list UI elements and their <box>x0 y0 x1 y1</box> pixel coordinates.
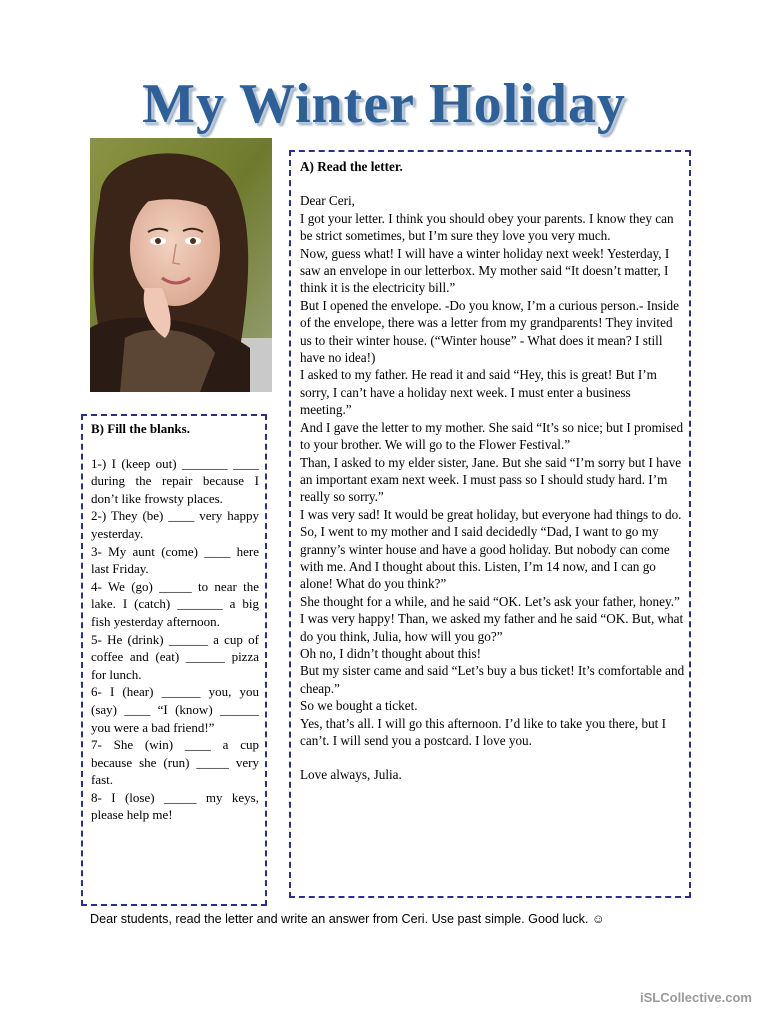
letter-paragraph: I asked to my father. He read it and said “Hey, this is great! But I’m sorry, I can’t have a holiday next week. I must enter a business meeting.” <box>300 367 657 418</box>
blank-item: 6- I (hear) ______ you, you (say) ____ “I (know) ______ you were a bad friend!” <box>91 684 259 735</box>
blank-item: 1-) I (keep out) _______ ____ during the repair because I don’t like frowsty places. <box>91 455 259 506</box>
letter-paragraph: And I gave the letter to my mother. She said “It’s so nice; but I promised to your brother. We will go to the Flower Festival.” <box>300 419 684 453</box>
instruction-text: Dear students, read the letter and write an answer from Ceri. Use past simple. Good luck. ☺ <box>90 912 605 926</box>
girl-photo-illustration <box>90 138 272 392</box>
letter-section <box>300 158 685 784</box>
letter-heading: A) Read the letter. <box>300 159 403 174</box>
girl-photo <box>90 138 272 392</box>
letter-closing: Love always, Julia. <box>300 767 402 783</box>
letter-paragraph: Now, guess what! I will have a winter holiday next week! Yesterday, I saw an envelope in our letterbox. My mother said “It doesn’t matter, I think it is the electricity bill.” <box>300 245 670 296</box>
blank-item: 8- I (lose) _____ my keys, please help me! <box>91 789 259 823</box>
letter-paragraph: Yes, that’s all. I will go this afternoon. I’d like to take you there, but I can’t. I will send you a postcard. I love you. <box>300 715 667 748</box>
letter-paragraph: So we bought a ticket. <box>300 698 418 714</box>
letter-paragraph: I was very happy! Than, we asked my father and he said “OK. But, what do you think, Julia, how will you go?” <box>300 611 684 644</box>
worksheet-title: My Winter Holiday <box>142 73 626 135</box>
blank-item: 7- She (win) ____ a cup because she (run) _____ very fast. <box>91 737 259 788</box>
letter-paragraph: She thought for a while, and he said “OK. Let’s ask your father, honey.” <box>300 593 680 609</box>
letter-greeting: Dear Ceri, <box>300 193 355 209</box>
letter-paragraph: I got your letter. I think you should obey your parents. I know they can be strict sometimes, but I’m sure they love you very much. <box>300 210 674 244</box>
blank-item: 3- My aunt (come) ____ here last Friday. <box>91 543 259 577</box>
letter-paragraph: So, I went to my mother and I said decidedly “Dad, I want to go my granny’s winter house and have a good holiday. But nobody can come with me. And I thought about this. Listen, I’m 14 now, and I can go alone! What do you think?” <box>300 524 670 592</box>
letter-paragraph: Than, I asked to my elder sister, Jane. But she said “I’m sorry but I have an important exam next week. I must pass so I should study hard. I’m really so sorry.” <box>300 454 682 505</box>
blank-item: 4- We (go) _____ to near the lake. I (catch) _______ a big fish yesterday afternoon. <box>91 578 259 629</box>
letter-paragraph: But my sister came and said “Let’s buy a bus ticket! It’s comfortable and cheap.” <box>300 663 685 696</box>
letter-paragraph: Oh no, I didn’t thought about this! <box>300 645 482 661</box>
blank-item: 5- He (drink) ______ a cup of coffee and (eat) ______ pizza for lunch. <box>91 631 259 682</box>
letter-paragraph: I was very sad! It would be great holiday, but everyone had things to do. <box>300 506 682 522</box>
fill-blanks-section <box>91 420 259 824</box>
site-credit: iSLCollective.com <box>640 990 752 1005</box>
blank-item: 2-) They (be) ____ very happy yesterday. <box>91 508 259 541</box>
blanks-heading: B) Fill the blanks. <box>91 421 190 436</box>
letter-paragraph: But I opened the envelope. -Do you know, I’m a curious person.- Inside of the envelope, there was a letter from my grandparents! They invited us to their winter house. (“Winter house” - What does it mean? I still have no idea!) <box>300 297 679 366</box>
